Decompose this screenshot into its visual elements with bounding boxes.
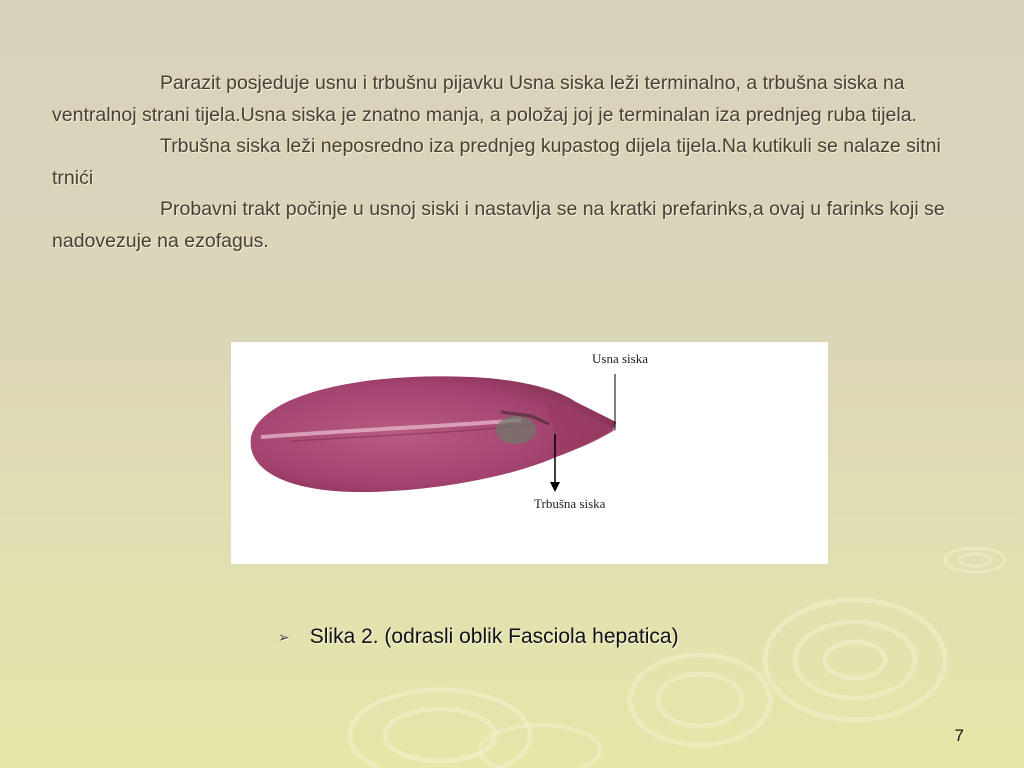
paragraph-2: Trbušna siska leži neposredno iza prednjeg kupastog dijela tijela.Na kutikuli se nalaze sitni trnići xyxy=(52,135,941,189)
arrow-bullet-icon: ➢ xyxy=(278,628,290,645)
fluke-image xyxy=(231,342,828,564)
ventral-sucker-area xyxy=(496,416,536,444)
body-text xyxy=(52,68,972,257)
fasciola-figure xyxy=(231,342,828,564)
figure-caption xyxy=(278,622,679,652)
page-number: 7 xyxy=(954,726,964,745)
paragraph-3: Probavni trakt počinje u usnoj siski i nastavlja se na kratki prefarinks,a ovaj u farinks koji se nadovezuje na ezofagus. xyxy=(52,198,945,252)
paragraph-1: Parazit posjeduje usnu i trbušnu pijavku Usna siska leži terminalno, a trbušna siska na ventralnoj strani tijela.Usna siska je znatno manja, a položaj joj je terminalan iza prednjeg ruba tijela. xyxy=(52,72,917,126)
label-ventral-sucker: Trbušna siska xyxy=(534,496,606,511)
caption-text: Slika 2. (odrasli oblik Fasciola hepatica) xyxy=(309,625,679,648)
label-oral-sucker: Usna siska xyxy=(592,351,648,366)
